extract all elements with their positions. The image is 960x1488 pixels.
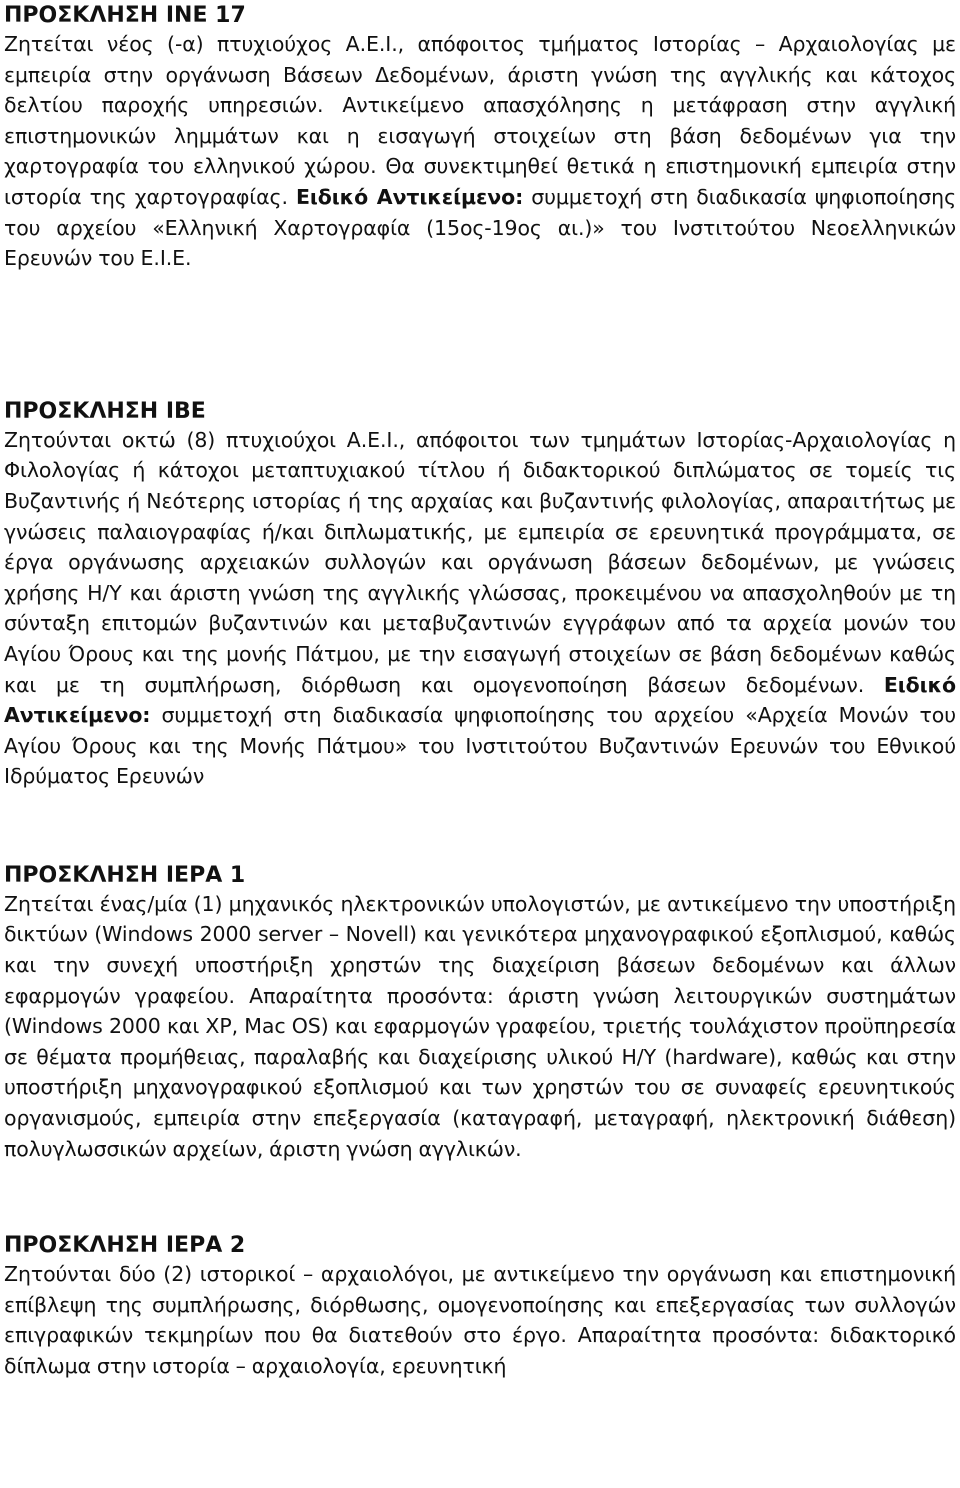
section-heading: ΠΡΟΣΚΛΗΣΗ ΙΝΕ 17 (4, 3, 246, 28)
spacer (4, 274, 956, 396)
section-iera-1 (4, 860, 956, 1164)
section-heading: ΠΡΟΣΚΛΗΣΗ ΙΒΕ (4, 398, 206, 424)
section-body: Ζητούνται δύο (2) ιστορικοί – αρχαιολόγοι, με αντικείμενο την οργάνωση και επιστημονική επίβλεψη της συμπλήρωσης, διόρθωσης, ομογενοποίησης και επεξεργασίας των συλλογών επιγραφικών τεκμηρίων που θα διατεθούν στο έργο. Απαραίτητα προσόντα: διδακτορικό δίπλωμα στην ιστορία – αρχαιολογία, ερευνητική (4, 1262, 956, 1378)
spacer (4, 792, 956, 860)
section-body: Ζητείται ένας/μία (1) μηχανικός ηλεκτρονικών υπολογιστών, με αντικείμενο την υποστήριξη δικτύων (Windows 2000 server – Novell) και γενικότερα μηχανογραφικού εξοπλισμού, καθώς και την συνεχή υποστήριξη χρηστών της διαχείριση βάσεων δεδομένων και άλλων εφαρμογών γραφείου. Απαραίτητα προσόντα: άριστη γνώση λειτουργικών συστημάτων (Windows 2000 και XP, Mac OS) και εφαρμογών γραφείου, τριετής τουλάχιστον προϋπηρεσία σε θέματα προμήθειας, παραλαβής και διαχείρισης υλικού Η/Υ (hardware), καθώς και στην υποστήριξη μηχανογραφικού εξοπλισμού και των χρηστών του σε συναφείς ερευνητικούς οργανισμούς, εμπειρία στην επεξεργασία (καταγραφή, μεταγραφή, ηλεκτρονική διάθεση) πολυγλωσσικών αρχείων, άριστη γνώση αγγλικών. (4, 891, 956, 1161)
section-ine-17 (4, 0, 956, 274)
special-object-label: Ειδικό Αντικείμενο: (4, 672, 956, 728)
section-body (4, 425, 956, 792)
special-object-text: συμμετοχή στη διαδικασία ψηφιοποίησης του αρχείου «Ελληνική Χαρτογραφία (15ος-19ος αι.)» του Ινστιτούτου Νεοελληνικών Ερευνών του Ε.Ι.Ε. (4, 184, 956, 271)
spacer (4, 1164, 956, 1230)
section-heading: ΠΡΟΣΚΛΗΣΗ ΙΕΡΑ 1 (4, 862, 246, 888)
body-text: Ζητείται νέος (-α) πτυχιούχος Α.Ε.Ι., απόφοιτος τμήματος Ιστορίας – Αρχαιολογίας με εμπειρία στην οργάνωση Βάσεων Δεδομένων, άριστη γνώση της αγγλικής και κάτοχος δελτίου παροχής υπηρεσιών. Αντικείμενο απασχόλησης η μετάφραση στην αγγλική επιστημονικών λημμάτων και η εισαγωγή στοιχείων στη βάση δεδομένων για την χαρτογραφία του ελληνικού χώρου. Θα συνεκτιμηθεί θετικά η επιστημονική εμπειρία στην ιστορία της χαρτογραφίας. (4, 32, 956, 209)
document-page (4, 0, 956, 1382)
special-object-text: συμμετοχή στη διαδικασία ψηφιοποίησης του αρχείου «Αρχεία Μονών του Αγίου Όρους και της Μονής Πάτμου» του Ινστιτούτου Βυζαντινών Ερευνών του Εθνικού Ιδρύματος Ερευνών (4, 703, 956, 789)
section-body (4, 29, 956, 274)
section-iera-2 (4, 1230, 956, 1381)
section-ibe (4, 396, 956, 792)
section-heading: ΠΡΟΣΚΛΗΣΗ ΙΕΡΑ 2 (4, 1233, 246, 1259)
body-text: Ζητούνται οκτώ (8) πτυχιούχοι Α.Ε.Ι., απόφοιτοι των τμημάτων Ιστορίας-Αρχαιολογίας η Φιλολογίας ή κάτοχοι μεταπτυχιακού τίτλου ή διδακτορικού διπλώματος σε τομείς τις Βυζαντινής ή Νεότερης ιστορίας ή της αρχαίας και βυζαντινής φιλολογίας, απαραιτήτως με γνώσεις παλαιογραφίας ή/και διπλωματικής, με εμπειρία σε ερευνητικά προγράμματα, σε έργα οργάνωσης αρχειακών συλλογών και οργάνωση βάσεων δεδομένων, με γνώσεις χρήσης Η/Υ και άριστη γνώση της αγγλικής γλώσσας, προκειμένου να απασχοληθούν με τη σύνταξη επιτομών βυζαντινών και μεταβυζαντινών εγγράφων από τα αρχεία μονών του Αγίου Όρους και της μονής Πάτμου, με την εισαγωγή στοιχείων σε βάση δεδομένων καθώς και με τη συμπλήρωση, διόρθωση και ομογενοποίηση βάσεων δεδομένων. (4, 427, 956, 697)
special-object-label: Ειδικό Αντικείμενο: (296, 184, 524, 209)
